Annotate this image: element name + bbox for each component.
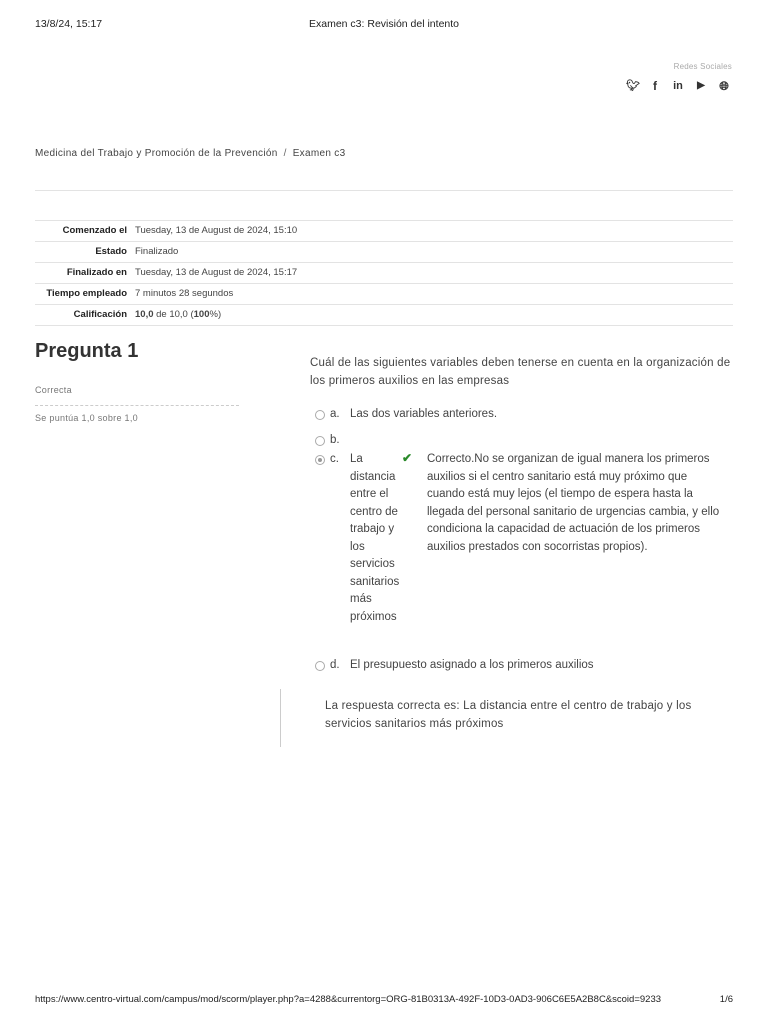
started-label: Comenzado el xyxy=(62,225,127,236)
right-answer-text: La respuesta correcta es: La distancia entre el centro de trabajo y los servicios sanitarios más próximos xyxy=(325,700,692,730)
grade-percent: 100 xyxy=(193,309,210,320)
divider xyxy=(35,190,733,191)
social-icons xyxy=(626,78,730,94)
answer-letter-b: b. xyxy=(330,434,340,446)
print-page-number: 1/6 xyxy=(719,994,733,1005)
answer-text-a: Las dos variables anteriores. xyxy=(350,408,498,420)
right-answer-box xyxy=(280,689,735,747)
answer-option-b[interactable] xyxy=(310,432,735,451)
question-title: Pregunta 1 xyxy=(35,340,139,362)
answer-options xyxy=(310,406,735,677)
youtube-icon[interactable]: ▶ xyxy=(697,80,705,91)
summary-row-finished xyxy=(35,263,733,284)
radio-c[interactable] xyxy=(315,455,325,465)
radio-b[interactable] xyxy=(315,436,325,446)
grade-value xyxy=(133,305,733,326)
linkedin-icon[interactable]: in xyxy=(673,80,683,92)
answer-feedback-c: Correcto.No se organizan de igual manera los primeros auxilios si el centro sanitario está muy próximo que cuando está muy lejos (el tiempo de espera hasta la llegada del personal sanitario de urgencias cambia, y ello condiciona la capacidad de actuación de los primeros auxilios prestados con socorristas propios). xyxy=(427,453,720,553)
finished-value: Tuesday, 13 de August de 2024, 15:17 xyxy=(135,267,298,278)
summary-row-state xyxy=(35,242,733,263)
summary-row-started xyxy=(35,221,733,242)
attempt-summary-table xyxy=(35,220,733,326)
answer-letter-a: a. xyxy=(330,408,340,420)
question-state: Correcta xyxy=(35,385,239,406)
answer-text-c: La distancia entre el centro de trabajo y los servicios sanitarios más próximos xyxy=(350,453,400,623)
globe-icon[interactable]: 🌐︎ xyxy=(719,79,729,93)
answer-option-a[interactable] xyxy=(310,406,735,432)
state-label: Estado xyxy=(95,246,127,257)
print-page-title: Examen c3: Revisión del intento xyxy=(309,18,459,30)
question-content xyxy=(310,354,735,677)
print-datetime: 13/8/24, 15:17 xyxy=(35,18,103,30)
time-label: Tiempo empleado xyxy=(46,288,127,299)
finished-label: Finalizado en xyxy=(66,267,127,278)
summary-row-time xyxy=(35,284,733,305)
answer-letter-d: d. xyxy=(330,659,340,671)
answer-option-c[interactable] xyxy=(310,451,735,657)
answer-letter-c: c. xyxy=(330,453,339,465)
grade-close: %) xyxy=(209,309,222,320)
breadcrumb-course-link[interactable]: Medicina del Trabajo y Promoción de la Prevención xyxy=(35,148,278,159)
question-text: Cuál de las siguientes variables deben tenerse en cuenta en la organización de los primeros auxilios en las empresas xyxy=(310,357,731,387)
answer-text-d: El presupuesto asignado a los primeros auxilios xyxy=(350,659,594,671)
question-info xyxy=(35,340,239,423)
question-grade: Se puntúa 1,0 sobre 1,0 xyxy=(35,413,138,423)
twitter-icon[interactable]: 🐦︎ xyxy=(626,80,640,92)
radio-a[interactable] xyxy=(315,410,325,420)
correct-check-icon: ✔ xyxy=(402,451,413,465)
radio-d[interactable] xyxy=(315,661,325,671)
breadcrumb xyxy=(35,148,345,159)
social-networks-label: Redes Sociales xyxy=(673,62,732,71)
facebook-icon[interactable]: f xyxy=(653,79,657,93)
breadcrumb-current[interactable]: Examen c3 xyxy=(292,148,346,159)
summary-row-grade xyxy=(35,305,733,326)
grade-of: de 10,0 ( xyxy=(153,309,194,320)
grade-score: 10,0 xyxy=(135,309,154,320)
started-value: Tuesday, 13 de August de 2024, 15:10 xyxy=(135,225,298,236)
state-value: Finalizado xyxy=(135,246,179,257)
print-url: https://www.centro-virtual.com/campus/mod/scorm/player.php?a=4288&currentorg=ORG-81B0313A-492F-10D3-0AD3-906C6E5A2B8C&scoid=9233 xyxy=(35,994,662,1005)
time-value: 7 minutos 28 segundos xyxy=(135,288,234,299)
breadcrumb-separator: / xyxy=(283,148,287,159)
grade-label: Calificación xyxy=(73,309,127,320)
answer-option-d[interactable] xyxy=(310,657,735,677)
